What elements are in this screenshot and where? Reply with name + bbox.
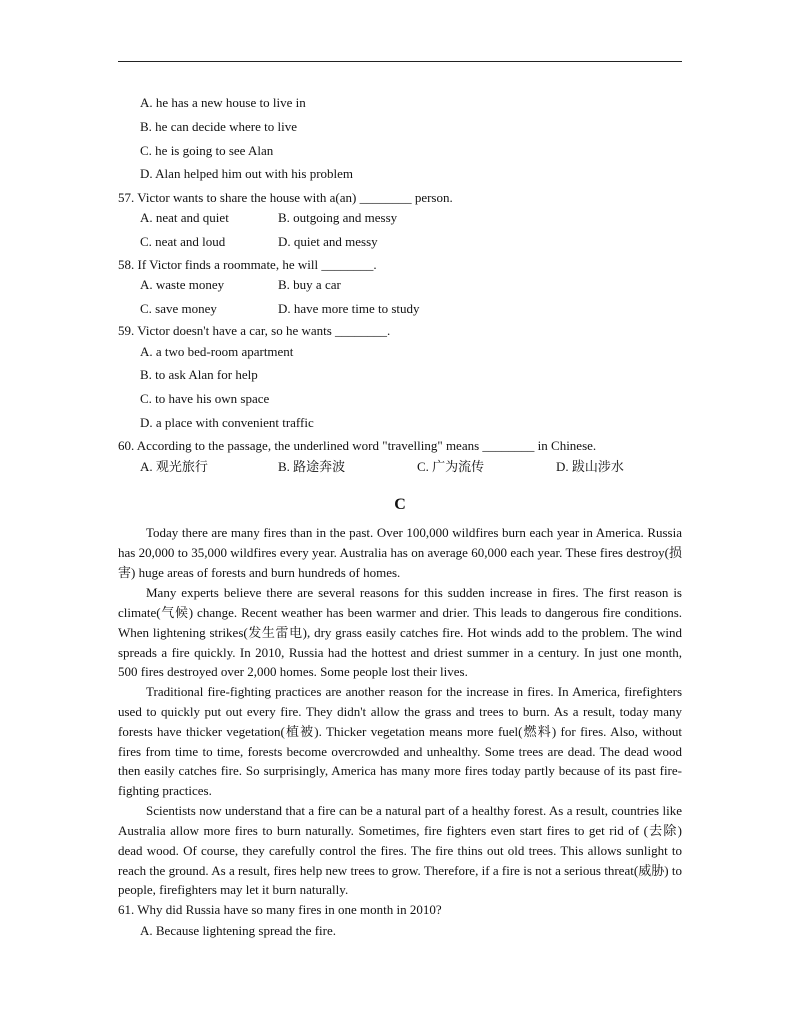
question-59-stem: 59. Victor doesn't have a car, so he wants ________.: [118, 323, 391, 338]
question-58-option-c: C. save money: [140, 301, 217, 316]
question-58-option-b: B. buy a car: [278, 277, 341, 292]
prev-option-b: B. he can decide where to live: [140, 119, 298, 134]
passage-paragraph-3: Traditional fire-fighting practices are another reason for the increase in fires. In America, firefighters used to quickly put out every fire. They didn't allow the grass and trees to burn. As a result, today many forests have thicker vegetation(植被). Thicker vegetation means more fuel(燃料) for fires. Also, without fires from time to time, forests become overcrowded and unhealthy. Some trees are dead. The dead wood then easily catches fire. So surprisingly, America has many more fires today partly because of its past fire-fighting practices.: [118, 684, 682, 799]
question-58-option-a: A. waste money: [140, 277, 225, 292]
question-57-option-a: A. neat and quiet: [140, 210, 229, 225]
passage-paragraph-4: Scientists now understand that a fire can be a natural part of a healthy forest. As a result, countries like Australia allow more fires to burn naturally. Sometimes, fire fighters even start fires to get rid of (去除) dead wood. Of course, they carefully control the fires. The fire thins out old trees. This allows sunlight to reach the ground. As a result, fires help new trees to grow. Therefore, if a fire is not a serious threat(威胁) to people, firefighters may let it burn naturally.: [118, 803, 682, 898]
question-59-option-c: C. to have his own space: [140, 391, 270, 406]
question-57-option-b: B. outgoing and messy: [278, 210, 398, 225]
question-61-stem: 61. Why did Russia have so many fires in one month in 2010?: [118, 902, 442, 917]
question-58-option-d: D. have more time to study: [278, 301, 420, 316]
question-57-option-c: C. neat and loud: [140, 234, 226, 249]
question-60-option-d: D. 跋山涉水: [556, 459, 624, 474]
question-58-stem: 58. If Victor finds a roommate, he will ________.: [118, 257, 377, 272]
prev-option-c: C. he is going to see Alan: [140, 143, 274, 158]
question-57-stem: 57. Victor wants to share the house with a(an) ________ person.: [118, 190, 453, 205]
question-60-option-b: B. 路途奔波: [278, 459, 346, 474]
passage-paragraph-1: Today there are many fires than in the past. Over 100,000 wildfires burn each year in America. Russia has 20,000 to 35,000 wildfires every year. Australia has on average 60,000 each year. These fires destroy(损害) huge areas of forests and burn hundreds of homes.: [118, 525, 682, 580]
question-57-option-d: D. quiet and messy: [278, 234, 378, 249]
question-60-option-a: A. 观光旅行: [140, 459, 208, 474]
header-rule: [118, 61, 682, 62]
question-60-stem: 60. According to the passage, the underlined word "travelling" means ________ in Chinese.: [118, 438, 597, 453]
prev-option-a: A. he has a new house to live in: [140, 95, 306, 110]
question-61-option-a: A. Because lightening spread the fire.: [140, 923, 337, 938]
section-heading: C: [394, 496, 406, 513]
question-60-option-c: C. 广为流传: [417, 459, 485, 474]
question-59-option-d: D. a place with convenient traffic: [140, 415, 314, 430]
passage-paragraph-2: Many experts believe there are several reasons for this sudden increase in fires. The first reason is climate(气候) change. Recent weather has been warmer and drier. This leads to dangerous fire conditions. When lightening strikes(发生雷电), dry grass easily catches fire. Hot winds add to the problem. The wind spreads a fire quickly. In 2010, Russia had the hottest and driest summer in a century. In just one month, 500 fires destroyed over 2,000 homes. Some people lost their lives.: [118, 585, 682, 680]
prev-option-d: D. Alan helped him out with his problem: [140, 166, 354, 181]
question-59-option-a: A. a two bed-room apartment: [140, 344, 294, 359]
question-59-option-b: B. to ask Alan for help: [140, 367, 258, 382]
